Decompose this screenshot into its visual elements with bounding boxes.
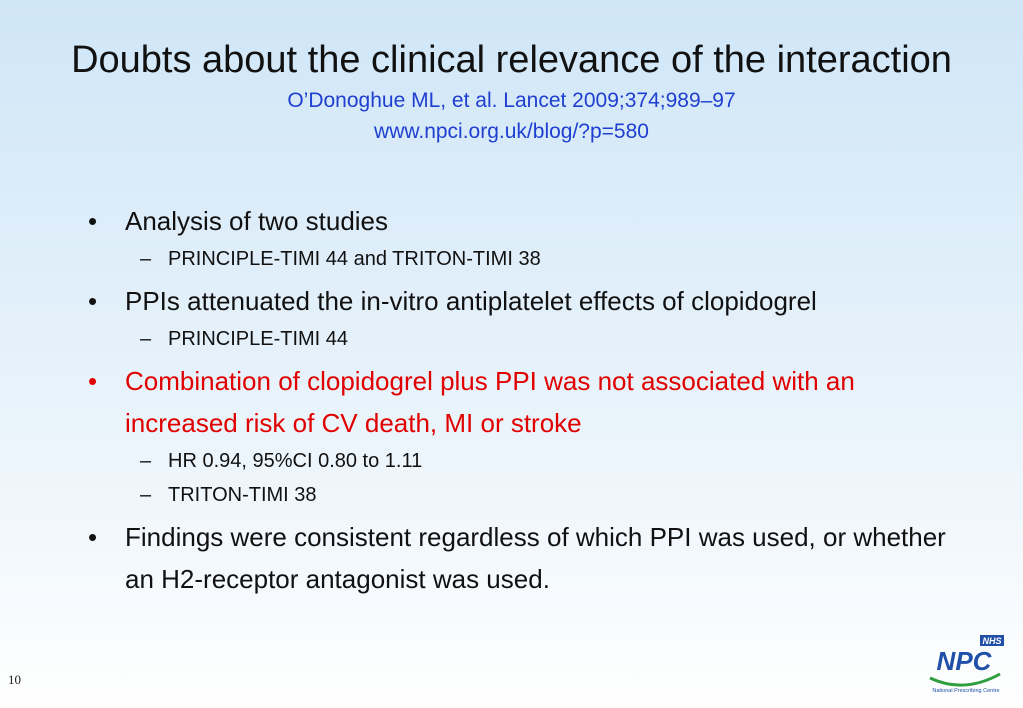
bullet-text: Analysis of two studies	[125, 206, 389, 236]
logo-caption: National Prescribing Centre	[932, 688, 1000, 694]
reference-citation: O’Donoghue ML, et al. Lancet 2009;374;989–97	[287, 89, 736, 112]
slide-title: Doubts about the clinical relevance of the interaction	[71, 39, 952, 81]
bullet-item	[88, 200, 968, 242]
sub-bullet-item	[88, 322, 968, 356]
dash-marker: –	[140, 248, 152, 270]
sub-bullet-text: PRINCIPLE-TIMI 44	[168, 328, 349, 350]
reference-link[interactable]: www.npci.org.uk/blog/?p=580	[374, 120, 649, 143]
nhs-badge-text: NHS	[982, 636, 1002, 646]
bullet-marker: •	[88, 206, 98, 236]
bullet-list	[88, 200, 968, 600]
logo-name: NPC	[936, 646, 992, 676]
bullet-text: PPIs attenuated the in-vitro antiplatelet effects of clopidogrel	[125, 286, 817, 316]
bullet-marker: •	[88, 522, 98, 552]
bullet-text: Findings were consistent regardless of which PPI was used, or whether an H2-receptor antagonist was used.	[125, 522, 946, 594]
dash-marker: –	[140, 328, 152, 350]
slide-number: 10	[8, 672, 21, 687]
sub-bullet-item	[88, 242, 968, 276]
highlighted-bullet-item	[88, 360, 968, 444]
sub-bullet-text: TRITON-TIMI 38	[168, 484, 317, 506]
bullet-item	[88, 280, 968, 322]
bullet-marker: •	[88, 366, 98, 396]
dash-marker: –	[140, 450, 152, 472]
npc-logo	[924, 634, 1008, 696]
bullet-marker: •	[88, 286, 98, 316]
sub-bullet-item	[88, 478, 968, 512]
bullet-text: Combination of clopidogrel plus PPI was not associated with an increased risk of CV death, MI or stroke	[125, 366, 855, 438]
sub-bullet-item	[88, 444, 968, 478]
bullet-item	[88, 516, 968, 600]
sub-bullet-text: HR 0.94, 95%CI 0.80 to 1.11	[168, 450, 423, 472]
sub-bullet-text: PRINCIPLE-TIMI 44 and TRITON-TIMI 38	[168, 248, 541, 270]
dash-marker: –	[140, 484, 152, 506]
